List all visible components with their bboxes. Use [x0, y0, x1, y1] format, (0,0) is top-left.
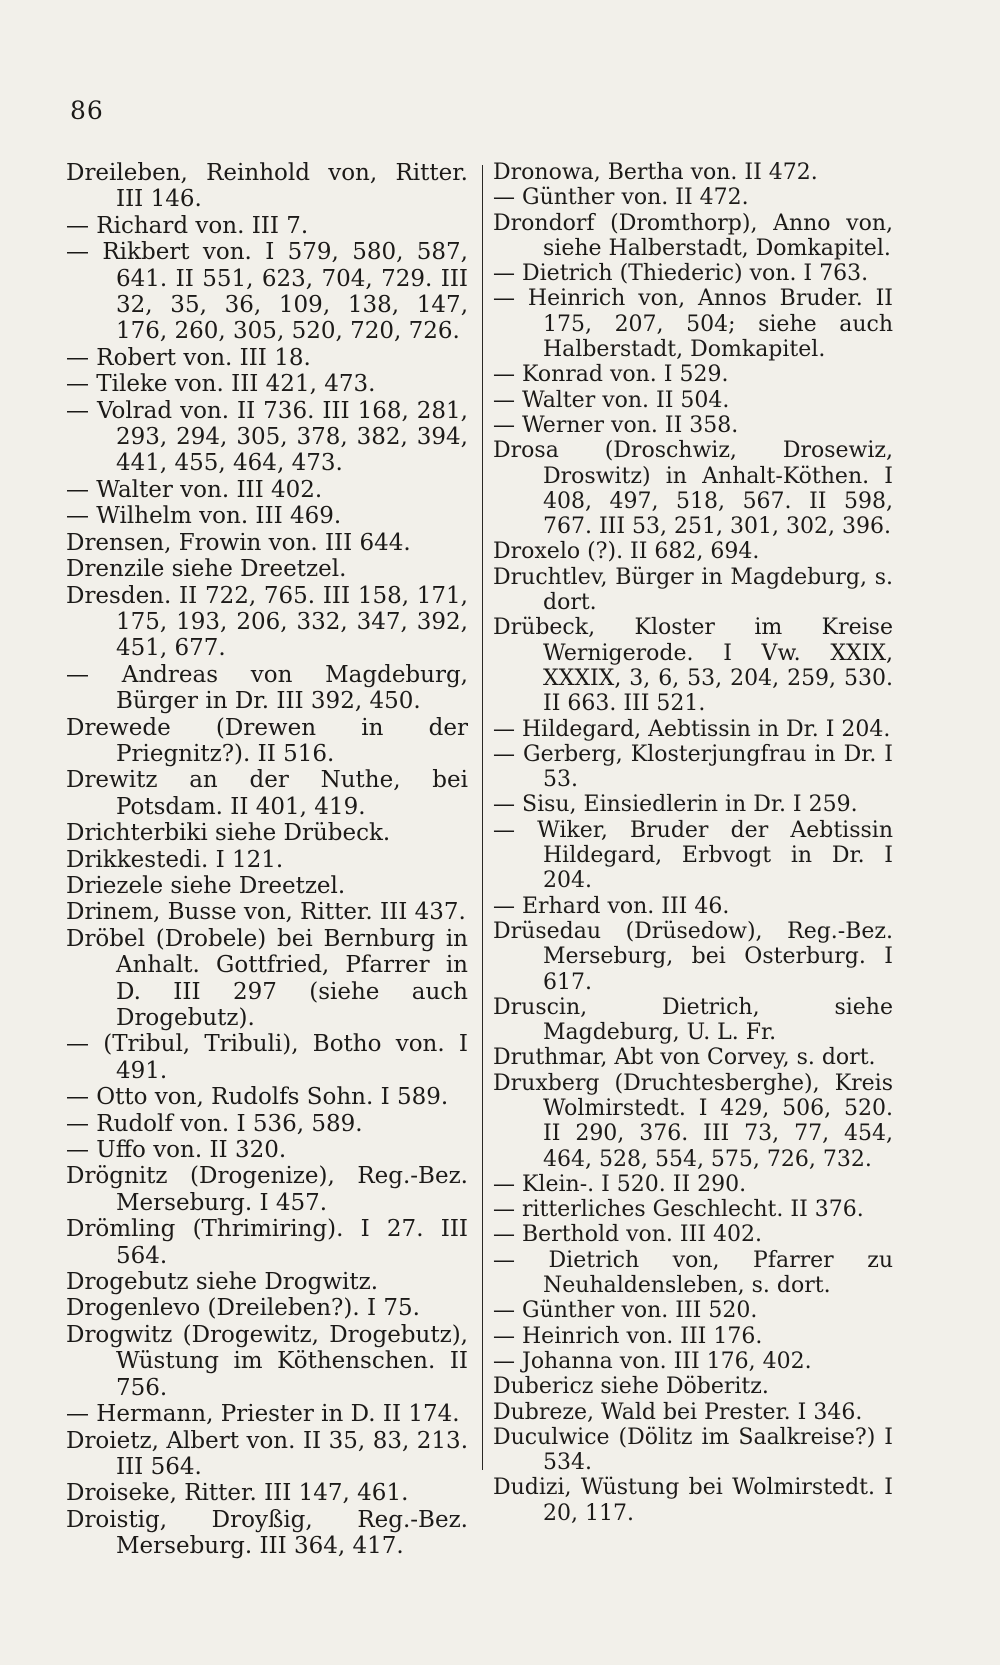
index-entry: — Heinrich von, Annos Bruder. II 175, 207, 504; siehe auch Halberstadt, Domkapitel. [493, 286, 900, 363]
index-entry: — Volrad von. II 736. III 168, 281, 293, 294, 305, 378, 382, 394, 441, 455, 464, 473. [66, 397, 476, 477]
index-entry: Drinem, Busse von, Ritter. III 437. [66, 899, 466, 926]
index-entry: — Werner von. II 358. [493, 412, 739, 438]
index-entry: Drogwitz (Drogewitz, Drogebutz), Wüstung im Köthenschen. II 756. [66, 1321, 476, 1401]
index-entry: Drogebutz siehe Drogwitz. [66, 1269, 379, 1296]
index-entry: Droiseke, Ritter. III 147, 461. [66, 1480, 409, 1507]
index-entry: Drogenlevo (Dreileben?). I 75. [66, 1295, 420, 1322]
index-entry: — (Tribul, Tribuli), Botho von. I 491. [66, 1031, 476, 1084]
index-entry: Drosa (Droschwiz, Drosewiz, Droswitz) in Anhalt-Köthen. I 408, 497, 518, 567. II 598, 767. III 53, 251, 301, 302, 396. [493, 438, 900, 540]
index-entry: — Berthold von. III 402. [493, 1222, 762, 1248]
index-entry: Drömling (Thrimiring). I 27. III 564. [66, 1216, 476, 1269]
index-entry: Drüsedau (Drüsedow), Reg.-Bez. Merseburg, bei Osterburg. I 617. [493, 918, 900, 995]
index-entry: — Walter von. III 402. [66, 476, 323, 503]
index-entry: Drewitz an der Nuthe, bei Potsdam. II 401, 419. [66, 767, 476, 820]
index-entry: Dröbel (Drobele) bei Bernburg in Anhalt. Gottfried, Pfarrer in D. III 297 (siehe auch Drogebutz). [66, 925, 476, 1031]
index-entry: — Johanna von. III 176, 402. [493, 1348, 812, 1374]
index-entry: Duculwice (Dölitz im Saalkreise?) I 534. [493, 1424, 900, 1476]
index-entry: Druscin, Dietrich, siehe Magdeburg, U. L. Fr. [493, 994, 900, 1046]
index-entry: — Gerberg, Klosterjungfrau in Dr. I 53. [493, 741, 900, 793]
index-entry: Dreileben, Reinhold von, Ritter. III 146. [66, 160, 476, 213]
index-column-right [493, 160, 900, 1526]
index-entry: — Heinrich von. III 176. [493, 1323, 763, 1349]
index-entry: Drichterbiki siehe Drübeck. [66, 820, 391, 847]
index-entry: Droistig, Droyßig, Reg.-Bez. Merseburg. III 364, 417. [66, 1506, 476, 1560]
index-entry: — Hildegard, Aebtissin in Dr. I 204. [493, 716, 891, 742]
page-number: 86 [70, 96, 104, 125]
index-entry: — Dietrich (Thiederic) von. I 763. [493, 261, 869, 287]
index-entry: — Uffo von. II 320. [66, 1137, 287, 1164]
index-entry: Dubericz siehe Döberitz. [493, 1374, 769, 1400]
index-entry: — Günther von. III 520. [493, 1298, 758, 1324]
index-entry: — Walter von. II 504. [493, 387, 730, 413]
index-entry: — Rudolf von. I 536, 589. [66, 1110, 363, 1137]
index-entry: — Günther von. II 472. [493, 185, 749, 211]
index-entry: — Richard von. III 7. [66, 212, 309, 239]
index-entry: — Rikbert von. I 579, 580, 587, 641. II 551, 623, 704, 729. III 32, 35, 36, 109, 138, 147, 176, 260, 305, 520, 720, 726. [66, 239, 476, 345]
index-entry: — Sisu, Einsiedlerin in Dr. I 259. [493, 792, 858, 818]
index-entry: Dudizi, Wüstung bei Wolmirstedt. I 20, 117. [493, 1475, 900, 1526]
index-entry: Druchtlev, Bürger in Magdeburg, s. dort. [493, 564, 900, 616]
index-entry: — Robert von. III 18. [66, 344, 311, 371]
index-entry: — ritterliches Geschlecht. II 376. [493, 1197, 864, 1223]
index-entry: Droietz, Albert von. II 35, 83, 213. III 564. [66, 1427, 476, 1480]
index-entry: — Tileke von. III 421, 473. [66, 371, 376, 398]
index-entry: — Wilhelm von. III 469. [66, 503, 342, 530]
index-entry: — Wiker, Bruder der Aebtissin Hildegard, Erbvogt in Dr. I 204. [493, 817, 900, 894]
index-entry: Dubreze, Wald bei Prester. I 346. [493, 1399, 863, 1425]
index-entry: Drenzile siehe Dreetzel. [66, 556, 347, 583]
index-entry: Drensen, Frowin von. III 644. [66, 529, 411, 556]
index-entry: Drondorf (Dromthorp), Anno von, siehe Halberstadt, Domkapitel. [493, 210, 900, 261]
index-entry: Drikkestedi. I 121. [66, 846, 284, 873]
index-entry: Driezele siehe Dreetzel. [66, 872, 346, 899]
index-column-left [66, 160, 476, 1560]
index-entry: — Erhard von. III 46. [493, 893, 730, 919]
index-entry: Drögnitz (Drogenize), Reg.-Bez. Merseburg. I 457. [66, 1163, 476, 1216]
index-entry: — Andreas von Magdeburg, Bürger in Dr. III 392, 450. [66, 661, 476, 715]
index-entry: Droxelo (?). II 682, 694. [493, 539, 760, 565]
index-entry: — Konrad von. I 529. [493, 362, 729, 388]
index-entry: Druthmar, Abt von Corvey, s. dort. [493, 1045, 876, 1071]
index-entry: — Hermann, Priester in D. II 174. [66, 1401, 460, 1428]
index-entry: Drübeck, Kloster im Kreise Wernigerode. I Vw. XXIX, XXXIX, 3, 6, 53, 204, 259, 530. II 663. III 521. [493, 615, 900, 717]
index-entry: — Dietrich von, Pfarrer zu Neuhaldensleben, s. dort. [493, 1247, 900, 1299]
index-entry: — Otto von, Rudolfs Sohn. I 589. [66, 1084, 449, 1111]
index-entry: Dronowa, Bertha von. II 472. [493, 160, 818, 185]
index-entry: Druxberg (Druchtesberghe), Kreis Wolmirstedt. I 429, 506, 520. II 290, 376. III 73, 77, 454, 464, 528, 554, 575, 726, 732. [493, 1070, 900, 1172]
index-entry: — Klein-. I 520. II 290. [493, 1171, 747, 1197]
index-entry: Dresden. II 722, 765. III 158, 171, 175, 193, 206, 332, 347, 392, 451, 677. [66, 582, 476, 662]
column-divider [482, 165, 483, 1470]
index-entry: Drewede (Drewen in der Priegnitz?). II 516. [66, 714, 476, 767]
